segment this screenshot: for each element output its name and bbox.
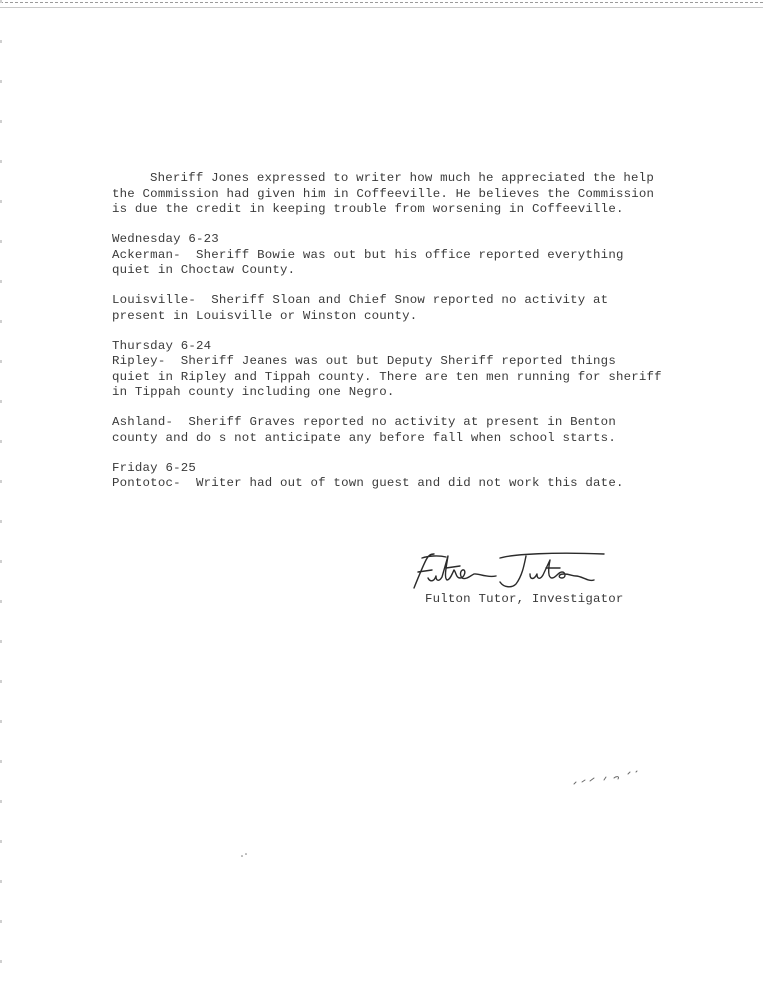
memo-line: Ashland- Sheriff Graves reported no activity at present in Benton (112, 415, 616, 429)
memo-line: Louisville- Sheriff Sloan and Chief Snow reported no activity at (112, 293, 609, 307)
memo-line: Ripley- Sheriff Jeanes was out but Deputy Sheriff reported things (112, 354, 616, 368)
left-edge-marks (0, 0, 2, 990)
memo-line: in Tippah county including one Negro. (112, 385, 395, 399)
speck-mark-icon (240, 852, 250, 858)
top-edge-rule (0, 2, 763, 8)
paragraph-wednesday (112, 232, 712, 279)
memo-line: Pontotoc- Writer had out of town guest and did not work this date. (112, 476, 624, 490)
memo-line: is due the credit in keeping trouble from worsening in Coffeeville. (112, 202, 624, 216)
paragraph-coffeeville (112, 171, 712, 218)
stray-marks-icon (570, 768, 650, 788)
paragraph-ashland (112, 415, 712, 446)
memo-line: county and do s not anticipate any before fall when school starts. (112, 430, 616, 445)
paragraph-louisville (112, 293, 712, 324)
signature-icon (404, 548, 618, 592)
date-heading: Thursday 6-24 (112, 338, 212, 353)
memo-line: present in Louisville or Winston county. (112, 308, 418, 323)
date-heading: Friday 6-25 (112, 460, 196, 475)
memo-line: quiet in Ripley and Tippah county. There are ten men running for sheriff (112, 369, 662, 384)
memo-line: the Commission had given him in Coffeeville. He believes the Commission (112, 186, 655, 201)
handwritten-signature (404, 548, 618, 592)
date-heading: Wednesday 6-23 (112, 232, 219, 246)
paragraph-friday (112, 461, 712, 492)
signer-name: Fulton Tutor, Investigator (425, 592, 624, 606)
paragraph-thursday (112, 339, 712, 401)
memo-body (112, 171, 712, 492)
memo-line: Sheriff Jones expressed to writer how much he appreciated the help (150, 171, 654, 185)
memo-line: Ackerman- Sheriff Bowie was out but his office reported everything (112, 247, 624, 262)
memo-line: quiet in Choctaw County. (112, 263, 296, 277)
